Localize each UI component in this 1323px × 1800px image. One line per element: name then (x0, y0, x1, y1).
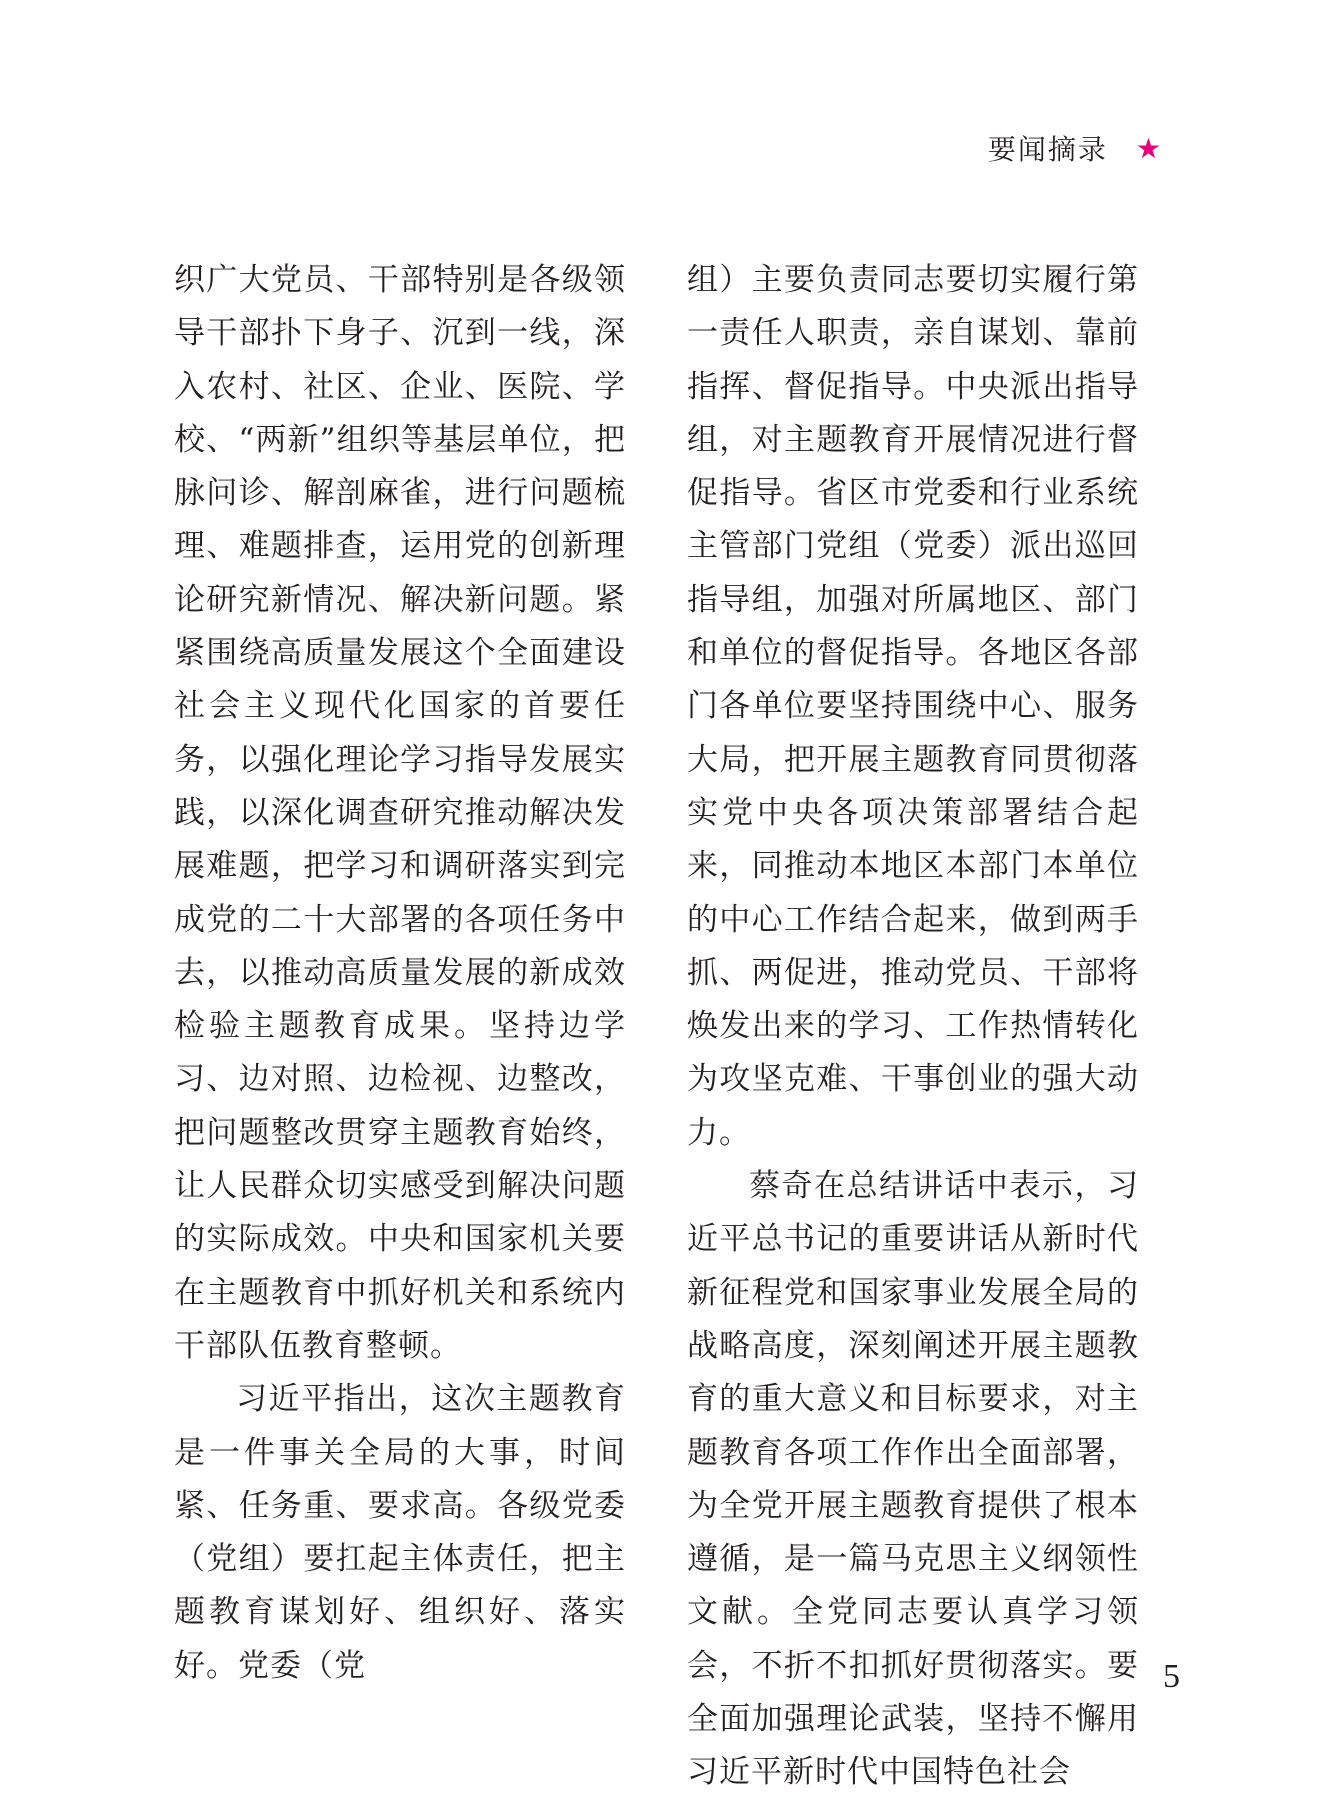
paragraph: 织广大党员、干部特别是各级领导干部扑下身子、沉到一线，深入农村、社区、企业、医院、学校、“两新”组织等基层单位，把脉问诊、解剖麻雀，进行问题梳理、难题排查，运用党的创新理论研究新情况、解决新问题。紧紧围绕高质量发展这个全面建设社会主义现代化国家的首要任务，以强化理论学习指导发展实践，以深化调查研究推动解决发展难题，把学习和调研落实到完成党的二十大部署的各项任务中去，以推动高质量发展的新成效检验主题教育成果。坚持边学习、边对照、边检视、边整改，把问题整改贯穿主题教育始终，让人民群众切实感受到解决问题的实际成效。中央和国家机关要在主题教育中抓好机关和系统内干部队伍教育整顿。 (174, 262, 626, 1364)
paragraph: 蔡奇在总结讲话中表示，习近平总书记的重要讲话从新时代新征程党和国家事业发展全局的战略高度，深刻阐述开展主题教育的重大意义和目标要求，对主题教育各项工作作出全面部署，为全党开展主题教育提供了根本遵循，是一篇马克思主义纲领性文献。全党同志要认真学习领会，不折不扣抓好贯彻落实。要全面加强理论武装，坚持不懈用习近平新时代中国特色社会 (687, 1168, 1139, 1791)
paragraph: 组）主要负责同志要切实履行第一责任人职责，亲自谋划、靠前指挥、督促指导。中央派出指导组，对主题教育开展情况进行督促指导。省区市党委和行业系统主管部门党组（党委）派出巡回指导组，加强对所属地区、部门和单位的督促指导。各地区各部门各单位要坚持围绕中心、服务大局，把开展主题教育同贯彻落实党中央各项决策部署结合起来，同推动本地区本部门本单位的中心工作结合起来，做到两手抓、两促进，推动党员、干部将焕发出来的学习、工作热情转化为攻坚克难、干事创业的强大动力。 (687, 262, 1139, 1151)
star-icon: ★ (1135, 131, 1163, 165)
right-column (687, 254, 1139, 1800)
left-column (174, 254, 626, 1693)
paragraph: 习近平指出，这次主题教育是一件事关全局的大事，时间紧、任务重、要求高。各级党委（党组）要扛起主体责任，把主题教育谋划好、组织好、落实好。党委（党 (174, 1381, 626, 1684)
page-number: 5 (1163, 1658, 1180, 1695)
running-header (988, 128, 1163, 168)
section-title: 要闻摘录 (987, 133, 1108, 166)
